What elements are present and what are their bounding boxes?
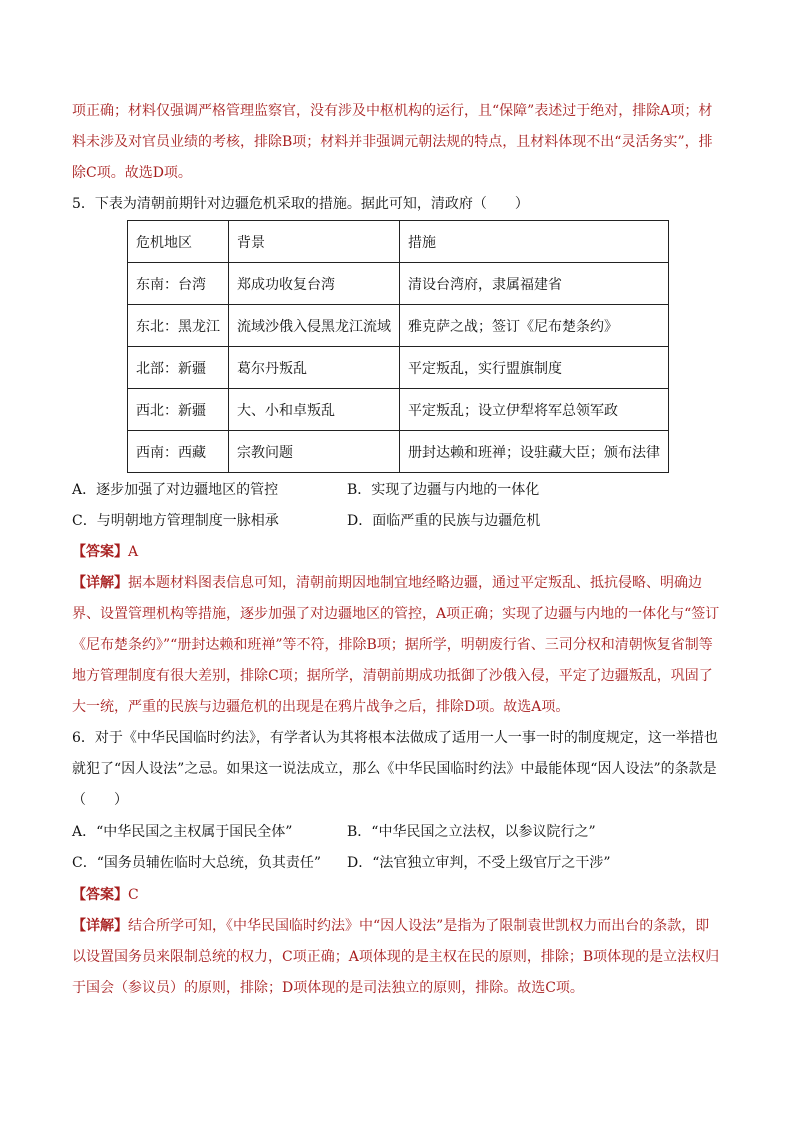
table-cell: 大、小和卓叛乱 bbox=[229, 389, 400, 431]
table-cell: 葛尔丹叛乱 bbox=[229, 347, 400, 389]
table-header-cell: 措施 bbox=[400, 221, 669, 263]
table-header-row bbox=[128, 221, 669, 263]
table-cell: 流域沙俄入侵黑龙江流域 bbox=[229, 305, 400, 347]
q5-stem: 5．下表为清朝前期针对边疆危机采取的措施。据此可知，清政府（ ） bbox=[72, 196, 529, 212]
table-cell: 平定叛乱；设立伊犁将军总领军政 bbox=[400, 389, 669, 431]
table-cell: 西北：新疆 bbox=[128, 389, 229, 431]
q5-option-d: D．面临严重的民族与边疆危机 bbox=[347, 513, 541, 529]
q6-stem: 6．对于《中华民国临时约法》，有学者认为其将根本法做成了适用一人一事一时的制度规定，这一举措也就犯了“因人设法”之忌。如果这一说法成立，那么《中华民国临时约法》中最能体现“因人设法”的条款是（ ） bbox=[72, 730, 718, 808]
q5-option-c: C．与明朝地方管理制度一脉相承 bbox=[72, 513, 279, 529]
q5-table bbox=[127, 220, 669, 473]
table-row bbox=[128, 431, 669, 473]
table-cell: 清设台湾府，隶属福建省 bbox=[400, 263, 669, 305]
q6-option-a: A．“中华民国之主权属于国民全体” bbox=[72, 824, 293, 840]
table-cell: 宗教问题 bbox=[229, 431, 400, 473]
answer-value: C bbox=[128, 887, 139, 903]
q5-detail bbox=[72, 568, 722, 723]
prev-explanation-line-1: 项正确；材料仅强调严格管理监察官，没有涉及中枢机构的运行，且“保障”表述过于绝对，排除A项；材 bbox=[72, 103, 713, 119]
table-cell: 西南：西藏 bbox=[128, 431, 229, 473]
table-row bbox=[128, 389, 669, 431]
table-cell: 郑成功收复台湾 bbox=[229, 263, 400, 305]
prev-explanation-line-3: 除C项。故选D项。 bbox=[72, 165, 192, 181]
table-cell: 雅克萨之战；签订《尼布楚条约》 bbox=[400, 305, 669, 347]
detail-label: 【详解】 bbox=[72, 575, 128, 591]
q5-answer bbox=[72, 537, 722, 568]
table-cell: 东北：黑龙江 bbox=[128, 305, 229, 347]
table-row bbox=[128, 305, 669, 347]
table-row bbox=[128, 263, 669, 305]
detail-label: 【详解】 bbox=[72, 918, 128, 934]
table-row bbox=[128, 347, 669, 389]
detail-text: 据本题材料图表信息可知，清朝前期因地制宜地经略边疆，通过平定叛乱、抵抗侵略、明确边界、设置管理机构等措施，逐步加强了对边疆地区的管控，A项正确；实现了边疆与内地的一体化与“签订《尼布楚条约》”“册封达赖和班禅”等不符，排除B项；据所学，明朝废行省、三司分权和清朝恢复省制等地方管理制度有很大差别，排除C项；据所学，清朝前期成功抵御了沙俄入侵，平定了边疆叛乱，巩固了大一统，严重的民族与边疆危机的出现是在鸦片战争之后，排除D项。故选A项。 bbox=[72, 575, 720, 715]
q6-option-d: D．“法官独立审判，不受上级官厅之干涉” bbox=[347, 855, 611, 871]
table-cell: 册封达赖和班禅；设驻藏大臣；颁布法律 bbox=[400, 431, 669, 473]
detail-text: 结合所学可知，《中华民国临时约法》中“因人设法”是指为了限制袁世凯权力而出台的条款，即以设置国务员来限制总统的权力，C项正确；A项体现的是主权在民的原则，排除；B项体现的是立法权归于国会（参议员）的原则，排除；D项体现的是司法独立的原则，排除。故选C项。 bbox=[72, 918, 720, 996]
answer-label: 【答案】 bbox=[72, 887, 128, 903]
q6-detail bbox=[72, 911, 722, 1004]
table-cell: 东南：台湾 bbox=[128, 263, 229, 305]
q5-option-a: A．逐步加强了对边疆地区的管控 bbox=[72, 482, 279, 498]
q6-option-c: C．“国务员辅佐临时大总统，负其责任” bbox=[72, 855, 322, 871]
table-cell: 平定叛乱，实行盟旗制度 bbox=[400, 347, 669, 389]
answer-label: 【答案】 bbox=[72, 544, 128, 560]
table-cell: 北部：新疆 bbox=[128, 347, 229, 389]
q6-option-b: B．“中华民国之立法权，以参议院行之” bbox=[347, 824, 596, 840]
answer-value: A bbox=[128, 544, 139, 560]
table-header-cell: 危机地区 bbox=[128, 221, 229, 263]
table-header-cell: 背景 bbox=[229, 221, 400, 263]
q5-option-b: B．实现了边疆与内地的一体化 bbox=[347, 482, 540, 498]
q6-answer bbox=[72, 880, 722, 911]
prev-explanation-line-2: 料未涉及对官员业绩的考核，排除B项；材料并非强调元朝法规的特点，且材料体现不出“灵活务实”，排 bbox=[72, 134, 713, 150]
